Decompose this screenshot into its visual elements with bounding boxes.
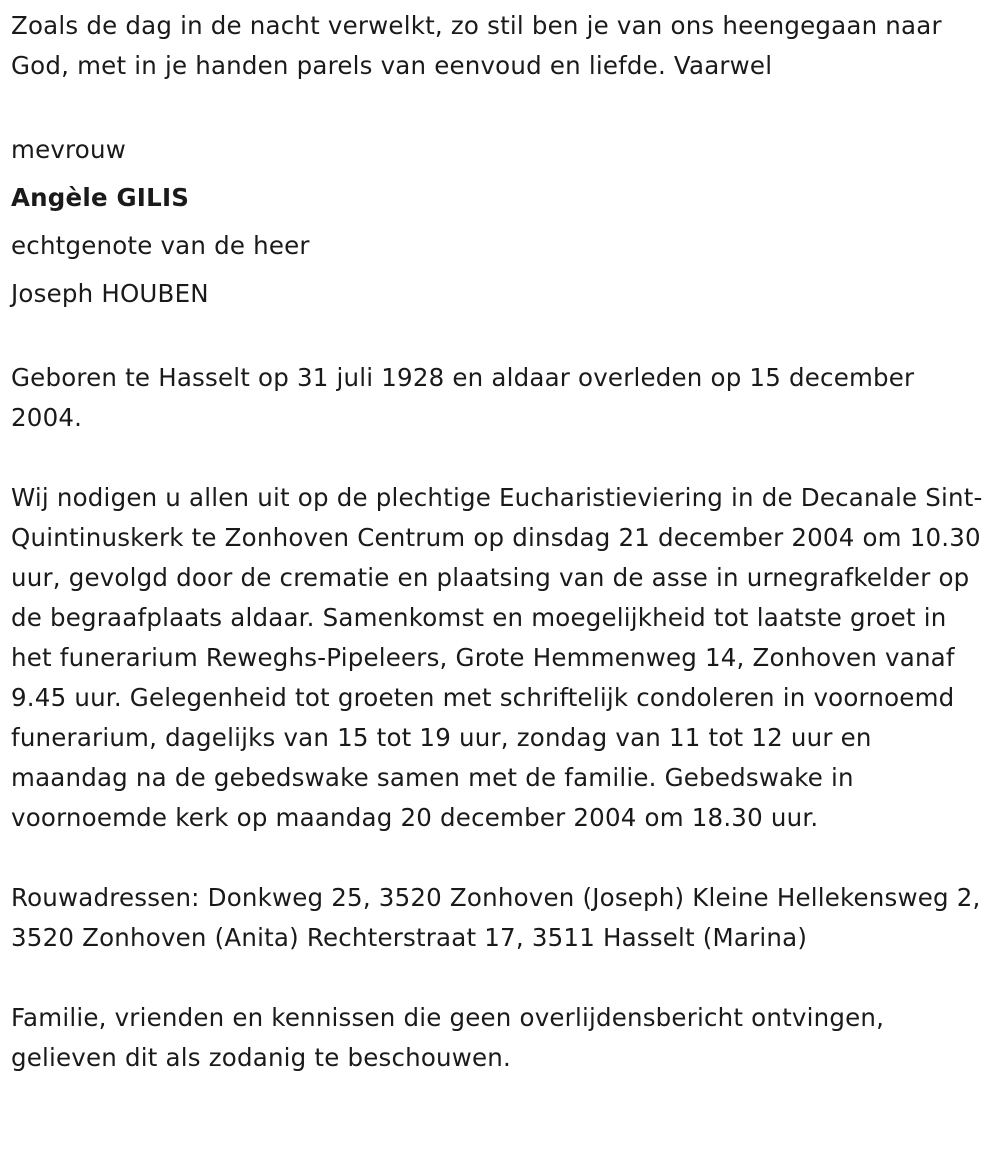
birth-death-paragraph: Geboren te Hasselt op 31 juli 1928 en aldaar overleden op 15 december 2004. <box>11 363 915 432</box>
spouse-name: Joseph HOUBEN <box>11 279 209 308</box>
relation-text: echtgenote van de heer <box>11 231 310 260</box>
obituary-notice <box>11 6 991 1078</box>
deceased-name: Angèle GILIS <box>11 183 190 212</box>
addresses-paragraph: Rouwadressen: Donkweg 25, 3520 Zonhoven (Joseph) Kleine Hellekensweg 2, 3520 Zonhoven (Anita) Rechterstraat 17, 3511 Hasselt (Marina) <box>11 883 981 952</box>
opening-verse: Zoals de dag in de nacht verwelkt, zo stil ben je van ons heengegaan naar God, met in je handen parels van eenvoud en liefde. Vaarwel <box>11 11 942 80</box>
ceremony-paragraph: Wij nodigen u allen uit op de plechtige Eucharistieviering in de Decanale Sint-Quintinuskerk te Zonhoven Centrum op dinsdag 21 december 2004 om 10.30 uur, gevolgd door de crematie en plaatsing van de asse in urnegrafkelder op de begraafplaats aldaar. Samenkomst en moegelijkheid tot laatste groet in het funerarium Reweghs-Pipeleers, Grote Hemmenweg 14, Zonhoven vanaf 9.45 uur. Gelegenheid tot groeten met schriftelijk condoleren in voornoemd funerarium, dagelijks van 15 tot 19 uur, zondag van 11 tot 12 uur en maandag na de gebedswake samen met de familie. Gebedswake in voornoemde kerk op maandag 20 december 2004 om 18.30 uur. <box>11 483 983 832</box>
closing-paragraph: Familie, vrienden en kennissen die geen overlijdensbericht ontvingen, gelieven dit als zodanig te beschouwen. <box>11 1003 885 1072</box>
salutation: mevrouw <box>11 135 126 164</box>
